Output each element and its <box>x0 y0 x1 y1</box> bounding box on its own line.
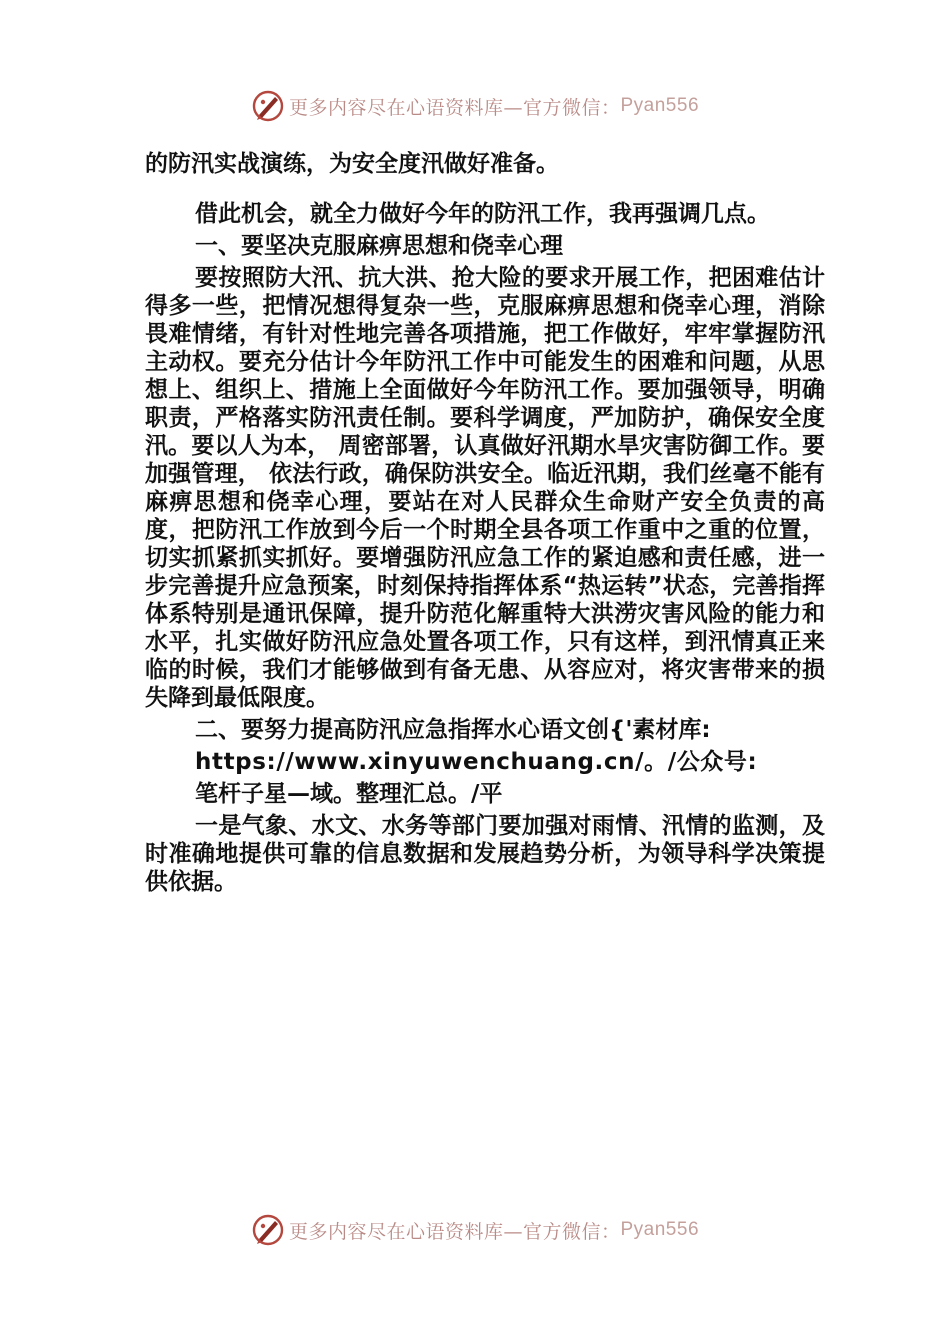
section-heading-1: 一、要坚决克服麻痹思想和侥幸心理 <box>195 233 563 259</box>
section-heading-2-continued: 笔杆子星—域。整理汇总。/平 <box>195 781 503 807</box>
pen-circle-logo-icon <box>251 89 285 123</box>
paragraph-section-1: 要按照防大汛、抗大洪、抢大险的要求开展工作，把困难估计得多一些，把情况想得复杂一些，克服麻痹思想和侥幸心理，消除畏难情绪，有针对性地完善各项措施，把工作做好，牢牢掌握防汛主动权。要充分估计今年防汛工作中可能发生的困难和问题，从思想上、组织上、措施上全面做好今年防汛工作。要加强领导，明确职责，严格落实防汛责任制。要科学调度，严加防护，确保安全度汛。要以人为本， 周密部署，认真做好汛期水旱灾害防御工作。要加强管理， 依法行政，确保防洪安全。临近汛期，我们丝毫不能有麻痹思想和侥幸心理，要站在对人民群众生命财产安全负责的高度，把防汛工作放到今后一个时期全县各项工作重中之重的位置，切实抓紧抓实抓好。要增强防汛应急工作的紧迫感和责任感，进一步完善提升应急预案，时刻保持指挥体系“热运转”状态，完善指挥体系特别是通讯保障，提升防范化解重特大洪涝灾害风险的能力和水平，扎实做好防汛应急处置各项工作，只有这样，到汛情真正来临的时候，我们才能够做到有备无患、从容应对，将灾害带来的损失降到最低限度。 <box>145 265 825 711</box>
paragraph-continuation: 的防汛实战演练，为安全度汛做好准备。 <box>145 151 559 177</box>
pen-circle-logo-icon <box>251 1213 285 1247</box>
watermark-wechat-id: Pyan556 <box>620 1219 700 1240</box>
watermark-text: 更多内容尽在心语资料库—官方微信： <box>288 1220 621 1243</box>
footer-watermark <box>0 1210 950 1250</box>
watermark-text: 更多内容尽在心语资料库—官方微信： <box>288 96 621 119</box>
paragraph-intro: 借此机会，就全力做好今年的防汛工作，我再强调几点。 <box>195 201 770 227</box>
header-watermark <box>0 86 950 126</box>
section-heading-2: 二、要努力提高防汛应急指挥水心语文创{'素材库: <box>195 717 711 743</box>
document-body <box>145 150 825 896</box>
source-url: https://www.xinyuwenchuang.cn/。/公众号: <box>195 749 758 775</box>
watermark-wechat-id: Pyan556 <box>620 95 700 116</box>
paragraph-section-2: 一是气象、水文、水务等部门要加强对雨情、汛情的监测，及时准确地提供可靠的信息数据和发展趋势分析，为领导科学决策提供依据。 <box>145 813 825 895</box>
